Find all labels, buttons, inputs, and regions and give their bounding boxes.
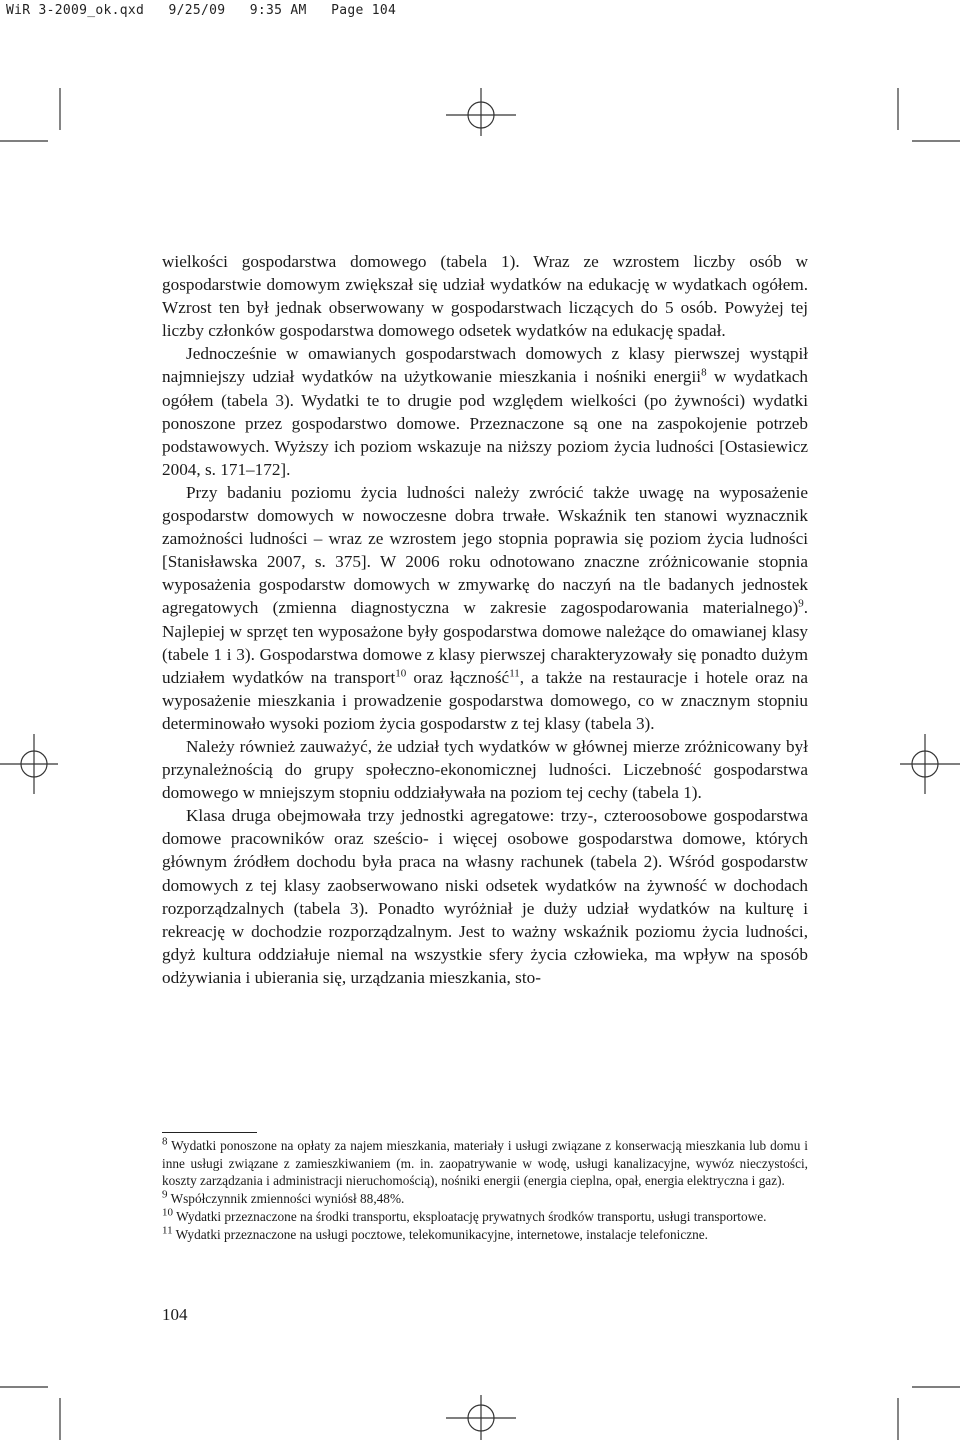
paragraph: Klasa druga obejmowała trzy jednostki agregatowe: trzy-, czteroosobowe gospodarstwa domowe pracowników oraz sześcio- i więcej osobowe gospodarstwa domowe, których głównym źródłem dochodu była praca na własny rachunek (tabela 2). Wśród gospodarstw domowych z tej klasy zaobserwowano niski odsetek wydatków na żywność w dochodach rozporządzalnych (tabela 3). Ponadto wyróżniał je duży udział wydatków na kulturę i rekreację w dochodzie rozporządzalnym. Jest to ważny wskaźnik poziomu życia ludności, gdyż kultura oddziałuje niemal na wszystkie sfery życia człowieka, ma wpływ na sposób odżywiania i ubierania się, urządzania mieszkania, sto- (162, 806, 808, 987)
paragraph: wielkości gospodarstwa domowego (tabela 1). Wraz ze wzrostem liczby osób w gospodarstwie domowym zwiększał się udział wydatków na edukację w wydatkach ogółem. Wzrost ten był jednak obserwowany w gospodarstwach liczących do 5 osób. Powyżej tej liczby członków gospodarstwa domowego odsetek wydatków na edukację spadał. (162, 252, 808, 341)
footnote-ref: 11 (509, 666, 520, 679)
page-number: 104 (162, 1305, 188, 1324)
body-text (162, 250, 808, 989)
footnote: $^{10}$ Wydatki przeznaczone na środki transportu, eksploatację prywatnych środków transportu, usługi transportowe. (162, 1206, 767, 1224)
paragraph: Jednocześnie w omawianych gospodarstwach domowych z klasy pierwszej wystąpił najmniejszy udział wydatków na użytkowanie mieszkania i nośniki energii$^8$ w wydatkach ogółem (tabela 3). Wydatki te to drugie pod względem wielkości (po żywności) wydatki ponoszone przez gospodarstwo domowe. Przeznaczone są one na zaspokojenie potrzeb podstawowych. Wyższy ich poziom wskazuje na niższy poziom życia ludności [Ostasiewicz 2004, s. 171–172]. (162, 344, 808, 479)
footnote: $^9$ Współczynnik zmienności wyniósł 88,48%. (162, 1188, 405, 1207)
paragraph: Przy badaniu poziomu życia ludności należy zwrócić także uwagę na wyposażenie gospodarstw domowych w nowoczesne dobra trwałe. Wskaźnik ten stanowi wyznacznik zamożności ludności – wraz ze wzrostem jego stopnia poprawia się poziom życia ludności [Stanisławska 2007, s. 375]. W 2006 roku odnotowano znaczne zróżnicowanie stopnia wyposażenia gospodarstw domowych w zmywarkę do naczyń na tle badanych jednostek agregatowych (zmienna diagnostyczna w zakresie zagospodarowania materialnego)$^9$. Najlepiej w sprzęt ten wyposażone były gospodarstwa domowe należące do omawianej klasy (tabele 1 i 3). Gospodarstwa domowe z klasy pierwszej charakteryzowały się ponadto dużym udziałem wydatków na transport$^{10}$ oraz łączność$^{11}$, a także na restauracje i hotele oraz na wyposażenie mieszkania i prowadzenie gospodarstwa domowego, co w znacznym stopniu determinowało wysoki poziom życia gospodarstw z tej klasy (tabela 3). (162, 482, 808, 733)
footnotes (162, 1137, 808, 1243)
footnote: $^{11}$ Wydatki przeznaczone na usługi pocztowe, telekomunikacyjne, internetowe, instalacje telefoniczne. (162, 1224, 709, 1242)
footnote-ref: 8 (701, 366, 707, 379)
paragraph: Należy również zauważyć, że udział tych wydatków w głównej mierze zróżnicowany był przynależnością do grupy społeczno-ekonomicznej ludności. Liczebność gospodarstwa domowego w mniejszym stopniu oddziaływała na poziom tej cechy (tabela 1). (162, 736, 808, 803)
footnote-ref: 9 (798, 597, 804, 610)
footnote-ref: 10 (395, 666, 407, 679)
registration-mark-top (446, 88, 516, 136)
footnote-separator (162, 1132, 257, 1133)
print-slug: WiR 3-2009_ok.qxd 9/25/09 9:35 AM Page 104 (6, 3, 397, 18)
registration-mark-left (0, 734, 58, 794)
registration-mark-bottom (446, 1395, 516, 1440)
footnote: $^8$ Wydatki ponoszone na opłaty za najem mieszkania, materiały i usługi związane z konserwacją mieszkania lub domu i inne usługi związane z zamieszkiwaniem (m. in. zaopatrywanie w wodę, usługi kanalizacyjne, wywóz nieczystości, koszty zarządzania i administracji nieruchomością), nośniki energii (energia cieplna, opał, energia elektryczna i gaz). (162, 1135, 808, 1189)
registration-mark-right (900, 734, 960, 794)
